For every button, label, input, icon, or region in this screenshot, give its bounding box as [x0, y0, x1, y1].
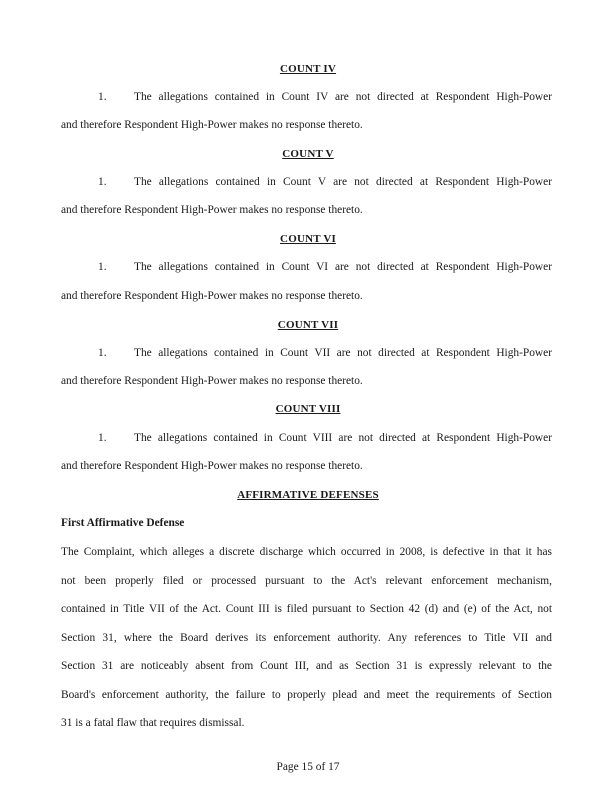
defense-text-line-6: Board's enforcement authority, the failure to properly plead and meet the requirements of Section [61, 689, 552, 701]
count-v-text-line-1: The allegations contained in Count V are not directed at Respondent High-Power [134, 176, 552, 188]
count-viii-heading: COUNT VIII [275, 403, 341, 415]
defense-text-line-2: not been properly filed or processed pursuant to the Act's relevant enforcement mechanism, [61, 575, 552, 587]
defense-text-line-4: Section 31, where the Board derives its enforcement authority. Any references to Title VII and [61, 632, 552, 644]
page-number-footer: Page 15 of 17 [276, 761, 340, 773]
count-vi-text-line-2: and therefore Respondent High-Power makes no response thereto. [61, 290, 363, 302]
count-viii-text-line-1: The allegations contained in Count VIII are not directed at Respondent High-Power [134, 432, 552, 444]
count-iv-text-line-2: and therefore Respondent High-Power makes no response thereto. [61, 119, 363, 131]
count-vii-text-line-1: The allegations contained in Count VII are not directed at Respondent High-Power [134, 347, 552, 359]
count-vi-paragraph-number: 1. [98, 261, 107, 273]
defense-text-line-7: 31 is a fatal flaw that requires dismissal. [61, 717, 245, 729]
count-vi-text-line-1: The allegations contained in Count VI are not directed at Respondent High-Power [134, 261, 552, 273]
count-v-paragraph-number: 1. [98, 176, 107, 188]
count-iv-paragraph-number: 1. [98, 91, 107, 103]
count-v-text-line-2: and therefore Respondent High-Power makes no response thereto. [61, 204, 363, 216]
count-viii-text-line-2: and therefore Respondent High-Power makes no response thereto. [61, 460, 363, 472]
count-vi-heading: COUNT VI [280, 233, 336, 245]
count-vii-text-line-2: and therefore Respondent High-Power makes no response thereto. [61, 375, 363, 387]
first-affirmative-defense-subheading: First Affirmative Defense [61, 517, 185, 529]
count-iv-text-line-1: The allegations contained in Count IV are not directed at Respondent High-Power [134, 91, 552, 103]
defense-text-line-1: The Complaint, which alleges a discrete discharge which occurred in 2008, is defective in that it has [61, 546, 552, 558]
count-v-heading: COUNT V [282, 148, 334, 160]
count-vii-paragraph-number: 1. [98, 347, 107, 359]
count-iv-heading: COUNT IV [279, 63, 337, 75]
defense-text-line-3: contained in Title VII of the Act. Count III is filed pursuant to Section 42 (d) and (e) of the Act, not [61, 603, 552, 615]
count-viii-paragraph-number: 1. [98, 432, 107, 444]
affirmative-defenses-heading: AFFIRMATIVE DEFENSES [237, 489, 379, 501]
defense-text-line-5: Section 31 are noticeably absent from Count III, and as Section 31 is expressly relevant to the [61, 660, 552, 672]
count-vii-heading: COUNT VII [277, 319, 339, 331]
